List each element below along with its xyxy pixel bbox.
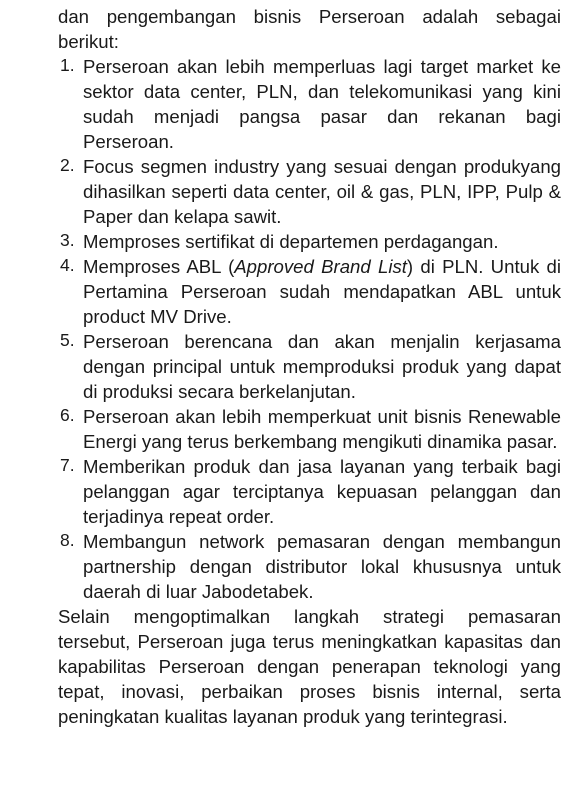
list-item xyxy=(58,329,561,404)
list-item-text: Memberikan produk dan jasa layanan yang terbaik bagi pelanggan agar terciptanya kepuasan pelanggan dan terjadinya repeat order. xyxy=(83,456,561,527)
list-item-text: Perseroan akan lebih memperluas lagi target market ke sektor data center, PLN, dan telekomunikasi yang kini sudah menjadi pangsa pasar dan rekanan bagi Perseroan. xyxy=(83,56,561,152)
list-item-text: Focus segmen industry yang sesuai dengan produkyang dihasilkan seperti data center, oil & gas, PLN, IPP, Pulp & Paper dan kelapa sawit. xyxy=(83,156,561,227)
intro-paragraph: dan pengembangan bisnis Perseroan adalah sebagai berikut: xyxy=(58,6,561,52)
list-item xyxy=(58,529,561,604)
document-page xyxy=(58,4,561,729)
list-item-number: 7. xyxy=(60,455,75,475)
list-item xyxy=(58,154,561,229)
approved-brand-list-term: Approved Brand List xyxy=(234,256,407,277)
list-item-number: 6. xyxy=(60,405,75,425)
closing-paragraph: Selain mengoptimalkan langkah strategi pemasaran tersebut, Perseroan juga terus meningkatkan kapasitas dan kapabilitas Perseroan dengan penerapan teknologi yang tepat, inovasi, perbaikan proses bisnis internal, serta peningkatan kualitas layanan produk yang terintegrasi. xyxy=(58,606,561,727)
list-item-number: 3. xyxy=(60,230,75,250)
list-item-number: 2. xyxy=(60,155,75,175)
list-item-number: 4. xyxy=(60,255,75,275)
list-item xyxy=(58,404,561,454)
list-item-text: Memproses sertifikat di departemen perdagangan. xyxy=(83,231,499,252)
list-item-number: 1. xyxy=(60,55,75,75)
list-item xyxy=(58,454,561,529)
list-item-text-end: ) di PLN. Untuk di Pertamina Perseroan sudah mendapatkan ABL untuk product MV Drive. xyxy=(83,256,561,327)
list-item-number: 8. xyxy=(60,530,75,550)
list-item xyxy=(58,54,561,154)
list-item xyxy=(58,229,561,254)
list-item xyxy=(58,254,561,329)
list-item-text: Perseroan akan lebih memperkuat unit bisnis Renewable Energi yang terus berkembang mengikuti dinamika pasar. xyxy=(83,406,561,452)
list-item-text-start: Memproses ABL ( xyxy=(83,256,235,277)
list-item-text: Perseroan berencana dan akan menjalin kerjasama dengan principal untuk memproduksi produk yang dapat di produksi secara berkelanjutan. xyxy=(83,331,561,402)
list-item-text: Membangun network pemasaran dengan membangun partnership dengan distributor lokal khususnya untuk daerah di luar Jabodetabek. xyxy=(83,531,561,602)
list-item-number: 5. xyxy=(60,330,75,350)
strategy-list xyxy=(58,54,561,604)
